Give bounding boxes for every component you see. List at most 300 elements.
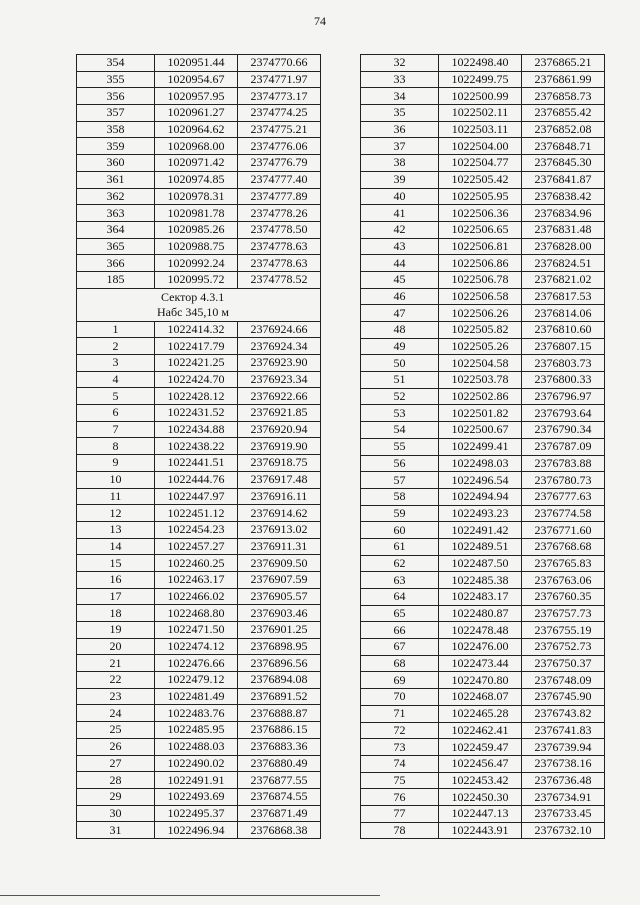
point-number-cell: 25	[77, 722, 155, 739]
x-coordinate-cell: 1022506.58	[439, 288, 522, 305]
table-row	[361, 622, 605, 639]
y-coordinate-cell: 2376923.90	[238, 355, 321, 372]
table-row	[361, 555, 605, 572]
x-coordinate-cell: 1022462.41	[439, 722, 522, 739]
table-row	[77, 121, 321, 138]
y-coordinate-cell: 2376880.49	[238, 755, 321, 772]
y-coordinate-cell: 2376855.42	[522, 105, 605, 122]
sector-header-body	[77, 288, 321, 321]
y-coordinate-cell: 2376920.94	[238, 421, 321, 438]
x-coordinate-cell: 1022505.26	[439, 338, 522, 355]
table-row	[77, 688, 321, 705]
table-row	[361, 572, 605, 589]
table-row	[77, 355, 321, 372]
point-number-cell: 12	[77, 505, 155, 522]
point-number-cell: 359	[77, 138, 155, 155]
point-number-cell: 366	[77, 255, 155, 272]
x-coordinate-cell: 1022431.52	[155, 405, 238, 422]
y-coordinate-cell: 2376898.95	[238, 638, 321, 655]
coordinates-table-right	[360, 54, 605, 839]
point-number-cell: 31	[77, 822, 155, 839]
table-row	[361, 288, 605, 305]
table-row	[361, 55, 605, 72]
point-number-cell: 58	[361, 488, 439, 505]
x-coordinate-cell: 1022443.91	[439, 822, 522, 839]
y-coordinate-cell: 2376911.31	[238, 538, 321, 555]
table-row	[77, 488, 321, 505]
point-number-cell: 74	[361, 755, 439, 772]
x-coordinate-cell: 1022424.70	[155, 371, 238, 388]
y-coordinate-cell: 2374776.06	[238, 138, 321, 155]
point-number-cell: 68	[361, 655, 439, 672]
table-row	[77, 505, 321, 522]
table-row	[77, 571, 321, 588]
x-coordinate-cell: 1020968.00	[155, 138, 238, 155]
point-number-cell: 42	[361, 221, 439, 238]
point-number-cell: 363	[77, 205, 155, 222]
point-number-cell: 20	[77, 638, 155, 655]
table-row	[361, 639, 605, 656]
point-number-cell: 29	[77, 788, 155, 805]
y-coordinate-cell: 2376888.87	[238, 705, 321, 722]
table-row	[77, 705, 321, 722]
point-number-cell: 1	[77, 321, 155, 338]
table-row	[361, 188, 605, 205]
x-coordinate-cell: 1022421.25	[155, 355, 238, 372]
x-coordinate-cell: 1022483.17	[439, 589, 522, 606]
x-coordinate-cell: 1020992.24	[155, 255, 238, 272]
point-number-cell: 52	[361, 388, 439, 405]
y-coordinate-cell: 2376848.71	[522, 138, 605, 155]
point-number-cell: 17	[77, 588, 155, 605]
table-row	[361, 689, 605, 706]
table-row	[77, 455, 321, 472]
x-coordinate-cell: 1022454.23	[155, 521, 238, 538]
x-coordinate-cell: 1022503.11	[439, 121, 522, 138]
table-body-right	[361, 55, 605, 839]
y-coordinate-cell: 2376757.73	[522, 605, 605, 622]
y-coordinate-cell: 2376841.87	[522, 171, 605, 188]
table-row	[361, 538, 605, 555]
point-number-cell: 54	[361, 422, 439, 439]
table-row	[361, 438, 605, 455]
y-coordinate-cell: 2374775.21	[238, 121, 321, 138]
x-coordinate-cell: 1022493.69	[155, 788, 238, 805]
point-number-cell: 43	[361, 238, 439, 255]
table-row	[77, 205, 321, 222]
y-coordinate-cell: 2376800.33	[522, 372, 605, 389]
y-coordinate-cell: 2376734.91	[522, 789, 605, 806]
table-row	[361, 705, 605, 722]
y-coordinate-cell: 2376907.59	[238, 571, 321, 588]
y-coordinate-cell: 2376821.02	[522, 271, 605, 288]
table-row	[361, 305, 605, 322]
table-row	[361, 322, 605, 339]
x-coordinate-cell: 1022489.51	[439, 538, 522, 555]
y-coordinate-cell: 2376901.25	[238, 622, 321, 639]
y-coordinate-cell: 2374773.17	[238, 88, 321, 105]
y-coordinate-cell: 2374778.63	[238, 238, 321, 255]
y-coordinate-cell: 2376738.16	[522, 755, 605, 772]
table-row	[361, 605, 605, 622]
point-number-cell: 13	[77, 521, 155, 538]
y-coordinate-cell: 2376903.46	[238, 605, 321, 622]
y-coordinate-cell: 2376787.09	[522, 438, 605, 455]
table-row	[361, 271, 605, 288]
x-coordinate-cell: 1022506.36	[439, 205, 522, 222]
point-number-cell: 77	[361, 805, 439, 822]
x-coordinate-cell: 1022474.12	[155, 638, 238, 655]
table-row	[77, 438, 321, 455]
point-number-cell: 34	[361, 88, 439, 105]
point-number-cell: 22	[77, 672, 155, 689]
y-coordinate-cell: 2376752.73	[522, 639, 605, 656]
x-coordinate-cell: 1022483.76	[155, 705, 238, 722]
table-row	[361, 822, 605, 839]
point-number-cell: 37	[361, 138, 439, 155]
point-number-cell: 60	[361, 522, 439, 539]
y-coordinate-cell: 2376743.82	[522, 705, 605, 722]
x-coordinate-cell: 1022438.22	[155, 438, 238, 455]
table-row	[77, 255, 321, 272]
x-coordinate-cell: 1022459.47	[439, 739, 522, 756]
table-row	[77, 755, 321, 772]
table-row	[77, 588, 321, 605]
y-coordinate-cell: 2376924.66	[238, 321, 321, 338]
x-coordinate-cell: 1022504.58	[439, 355, 522, 372]
table-row	[361, 255, 605, 272]
x-coordinate-cell: 1022490.02	[155, 755, 238, 772]
point-number-cell: 15	[77, 555, 155, 572]
table-row	[77, 555, 321, 572]
x-coordinate-cell: 1020954.67	[155, 71, 238, 88]
point-number-cell: 66	[361, 622, 439, 639]
table-row	[361, 655, 605, 672]
y-coordinate-cell: 2376834.96	[522, 205, 605, 222]
x-coordinate-cell: 1022494.94	[439, 488, 522, 505]
point-number-cell: 65	[361, 605, 439, 622]
y-coordinate-cell: 2376838.42	[522, 188, 605, 205]
table-body-after-sector	[77, 321, 321, 838]
table-row	[77, 155, 321, 172]
y-coordinate-cell: 2376891.52	[238, 688, 321, 705]
y-coordinate-cell: 2376736.48	[522, 772, 605, 789]
point-number-cell: 18	[77, 605, 155, 622]
table-row	[77, 105, 321, 122]
table-row	[77, 521, 321, 538]
y-coordinate-cell: 2376917.48	[238, 471, 321, 488]
table-row	[361, 472, 605, 489]
x-coordinate-cell: 1022504.77	[439, 155, 522, 172]
y-coordinate-cell: 2376796.97	[522, 388, 605, 405]
x-coordinate-cell: 1022481.49	[155, 688, 238, 705]
x-coordinate-cell: 1022503.78	[439, 372, 522, 389]
point-number-cell: 61	[361, 538, 439, 555]
x-coordinate-cell: 1022417.79	[155, 338, 238, 355]
table-row	[77, 722, 321, 739]
point-number-cell: 69	[361, 672, 439, 689]
x-coordinate-cell: 1022434.88	[155, 421, 238, 438]
y-coordinate-cell: 2376877.55	[238, 772, 321, 789]
table-row	[77, 538, 321, 555]
table-row	[361, 338, 605, 355]
x-coordinate-cell: 1022488.03	[155, 738, 238, 755]
point-number-cell: 44	[361, 255, 439, 272]
point-number-cell: 362	[77, 188, 155, 205]
x-coordinate-cell: 1022498.03	[439, 455, 522, 472]
table-row	[361, 755, 605, 772]
x-coordinate-cell: 1022456.47	[439, 755, 522, 772]
x-coordinate-cell: 1022447.13	[439, 805, 522, 822]
y-coordinate-cell: 2376919.90	[238, 438, 321, 455]
y-coordinate-cell: 2376865.21	[522, 55, 605, 72]
y-coordinate-cell: 2376780.73	[522, 472, 605, 489]
point-number-cell: 356	[77, 88, 155, 105]
x-coordinate-cell: 1022473.44	[439, 655, 522, 672]
y-coordinate-cell: 2376861.99	[522, 71, 605, 88]
y-coordinate-cell: 2376777.63	[522, 488, 605, 505]
x-coordinate-cell: 1022505.42	[439, 171, 522, 188]
x-coordinate-cell: 1022470.80	[439, 672, 522, 689]
y-coordinate-cell: 2376765.83	[522, 555, 605, 572]
y-coordinate-cell: 2376831.48	[522, 221, 605, 238]
point-number-cell: 49	[361, 338, 439, 355]
table-row	[77, 672, 321, 689]
point-number-cell: 46	[361, 288, 439, 305]
x-coordinate-cell: 1022506.26	[439, 305, 522, 322]
point-number-cell: 36	[361, 121, 439, 138]
y-coordinate-cell: 2376921.85	[238, 405, 321, 422]
x-coordinate-cell: 1022466.02	[155, 588, 238, 605]
y-coordinate-cell: 2376886.15	[238, 722, 321, 739]
point-number-cell: 41	[361, 205, 439, 222]
sector-subtitle: Набс 345,10 м	[157, 304, 230, 319]
table-row	[77, 471, 321, 488]
y-coordinate-cell: 2376807.15	[522, 338, 605, 355]
x-coordinate-cell: 1022480.87	[439, 605, 522, 622]
y-coordinate-cell: 2376817.53	[522, 288, 605, 305]
table-row	[361, 789, 605, 806]
x-coordinate-cell: 1020961.27	[155, 105, 238, 122]
x-coordinate-cell: 1022479.12	[155, 672, 238, 689]
point-number-cell: 364	[77, 221, 155, 238]
table-row	[361, 238, 605, 255]
table-row	[77, 188, 321, 205]
point-number-cell: 67	[361, 639, 439, 656]
y-coordinate-cell: 2376763.06	[522, 572, 605, 589]
point-number-cell: 16	[77, 571, 155, 588]
x-coordinate-cell: 1020951.44	[155, 55, 238, 72]
point-number-cell: 360	[77, 155, 155, 172]
y-coordinate-cell: 2376748.09	[522, 672, 605, 689]
y-coordinate-cell: 2376845.30	[522, 155, 605, 172]
point-number-cell: 354	[77, 55, 155, 72]
point-number-cell: 9	[77, 455, 155, 472]
table-row	[361, 205, 605, 222]
table-row	[361, 422, 605, 439]
table-row	[361, 171, 605, 188]
x-coordinate-cell: 1022506.65	[439, 221, 522, 238]
point-number-cell: 50	[361, 355, 439, 372]
point-number-cell: 3	[77, 355, 155, 372]
x-coordinate-cell: 1020957.95	[155, 88, 238, 105]
point-number-cell: 38	[361, 155, 439, 172]
x-coordinate-cell: 1022505.82	[439, 322, 522, 339]
point-number-cell: 19	[77, 622, 155, 639]
y-coordinate-cell: 2376828.00	[522, 238, 605, 255]
x-coordinate-cell: 1022498.40	[439, 55, 522, 72]
sector-header-cell	[77, 288, 321, 321]
y-coordinate-cell: 2374778.50	[238, 221, 321, 238]
table-row	[77, 805, 321, 822]
table-row	[77, 171, 321, 188]
x-coordinate-cell: 1022491.91	[155, 772, 238, 789]
point-number-cell: 5	[77, 388, 155, 405]
y-coordinate-cell: 2376824.51	[522, 255, 605, 272]
table-row	[361, 388, 605, 405]
point-number-cell: 6	[77, 405, 155, 422]
table-row	[77, 622, 321, 639]
y-coordinate-cell: 2376768.68	[522, 538, 605, 555]
y-coordinate-cell: 2374778.52	[238, 271, 321, 288]
x-coordinate-cell: 1020974.85	[155, 171, 238, 188]
point-number-cell: 64	[361, 589, 439, 606]
x-coordinate-cell: 1022468.80	[155, 605, 238, 622]
point-number-cell: 26	[77, 738, 155, 755]
x-coordinate-cell: 1022506.86	[439, 255, 522, 272]
table-row	[361, 155, 605, 172]
x-coordinate-cell: 1022465.28	[439, 705, 522, 722]
point-number-cell: 28	[77, 772, 155, 789]
table-row	[77, 405, 321, 422]
x-coordinate-cell: 1022500.99	[439, 88, 522, 105]
sector-header-row	[77, 288, 321, 321]
x-coordinate-cell: 1022501.82	[439, 405, 522, 422]
y-coordinate-cell: 2374778.26	[238, 205, 321, 222]
y-coordinate-cell: 2376760.35	[522, 589, 605, 606]
table-row	[361, 138, 605, 155]
table-row	[77, 55, 321, 72]
y-coordinate-cell: 2374774.25	[238, 105, 321, 122]
table-row	[77, 88, 321, 105]
x-coordinate-cell: 1022471.50	[155, 622, 238, 639]
y-coordinate-cell: 2374777.40	[238, 171, 321, 188]
point-number-cell: 76	[361, 789, 439, 806]
x-coordinate-cell: 1022496.54	[439, 472, 522, 489]
x-coordinate-cell: 1020995.72	[155, 271, 238, 288]
table-row	[361, 772, 605, 789]
point-number-cell: 56	[361, 455, 439, 472]
y-coordinate-cell: 2376810.60	[522, 322, 605, 339]
x-coordinate-cell: 1022502.86	[439, 388, 522, 405]
y-coordinate-cell: 2376741.83	[522, 722, 605, 739]
table-row	[361, 589, 605, 606]
point-number-cell: 59	[361, 505, 439, 522]
y-coordinate-cell: 2376732.10	[522, 822, 605, 839]
y-coordinate-cell: 2376918.75	[238, 455, 321, 472]
table-row	[361, 355, 605, 372]
point-number-cell: 39	[361, 171, 439, 188]
point-number-cell: 10	[77, 471, 155, 488]
point-number-cell: 53	[361, 405, 439, 422]
y-coordinate-cell: 2376905.57	[238, 588, 321, 605]
y-coordinate-cell: 2376814.06	[522, 305, 605, 322]
y-coordinate-cell: 2376793.64	[522, 405, 605, 422]
point-number-cell: 21	[77, 655, 155, 672]
y-coordinate-cell: 2376755.19	[522, 622, 605, 639]
point-number-cell: 71	[361, 705, 439, 722]
point-number-cell: 63	[361, 572, 439, 589]
x-coordinate-cell: 1022447.97	[155, 488, 238, 505]
point-number-cell: 51	[361, 372, 439, 389]
point-number-cell: 11	[77, 488, 155, 505]
y-coordinate-cell: 2376894.08	[238, 672, 321, 689]
y-coordinate-cell: 2376783.88	[522, 455, 605, 472]
table-row	[361, 221, 605, 238]
x-coordinate-cell: 1020964.62	[155, 121, 238, 138]
x-coordinate-cell: 1022476.66	[155, 655, 238, 672]
y-coordinate-cell: 2376924.34	[238, 338, 321, 355]
point-number-cell: 35	[361, 105, 439, 122]
table-row	[77, 655, 321, 672]
table-row	[77, 238, 321, 255]
x-coordinate-cell: 1022496.94	[155, 822, 238, 839]
x-coordinate-cell: 1022460.25	[155, 555, 238, 572]
y-coordinate-cell: 2374777.89	[238, 188, 321, 205]
x-coordinate-cell: 1022495.37	[155, 805, 238, 822]
y-coordinate-cell: 2376871.49	[238, 805, 321, 822]
table-row	[77, 738, 321, 755]
y-coordinate-cell: 2376771.60	[522, 522, 605, 539]
x-coordinate-cell: 1022441.51	[155, 455, 238, 472]
point-number-cell: 27	[77, 755, 155, 772]
table-row	[361, 455, 605, 472]
x-coordinate-cell: 1022468.07	[439, 689, 522, 706]
y-coordinate-cell: 2376790.34	[522, 422, 605, 439]
table-row	[77, 321, 321, 338]
point-number-cell: 33	[361, 71, 439, 88]
table-row	[77, 772, 321, 789]
x-coordinate-cell: 1022476.00	[439, 639, 522, 656]
page-number: 74	[314, 14, 326, 28]
point-number-cell: 2	[77, 338, 155, 355]
table-row	[361, 739, 605, 756]
x-coordinate-cell: 1022499.41	[439, 438, 522, 455]
x-coordinate-cell: 1022457.27	[155, 538, 238, 555]
point-number-cell: 185	[77, 271, 155, 288]
y-coordinate-cell: 2374770.66	[238, 55, 321, 72]
y-coordinate-cell: 2376922.66	[238, 388, 321, 405]
x-coordinate-cell: 1022504.00	[439, 138, 522, 155]
point-number-cell: 355	[77, 71, 155, 88]
table-row	[361, 672, 605, 689]
table-body-before-sector	[77, 55, 321, 289]
x-coordinate-cell: 1022428.12	[155, 388, 238, 405]
table-row	[77, 638, 321, 655]
x-coordinate-cell: 1022487.50	[439, 555, 522, 572]
point-number-cell: 55	[361, 438, 439, 455]
table-row	[77, 271, 321, 288]
x-coordinate-cell: 1022505.95	[439, 188, 522, 205]
point-number-cell: 40	[361, 188, 439, 205]
table-row	[77, 388, 321, 405]
x-coordinate-cell: 1022485.38	[439, 572, 522, 589]
table-row	[77, 71, 321, 88]
x-coordinate-cell: 1020971.42	[155, 155, 238, 172]
x-coordinate-cell: 1022478.48	[439, 622, 522, 639]
x-coordinate-cell: 1022451.12	[155, 505, 238, 522]
x-coordinate-cell: 1022463.17	[155, 571, 238, 588]
